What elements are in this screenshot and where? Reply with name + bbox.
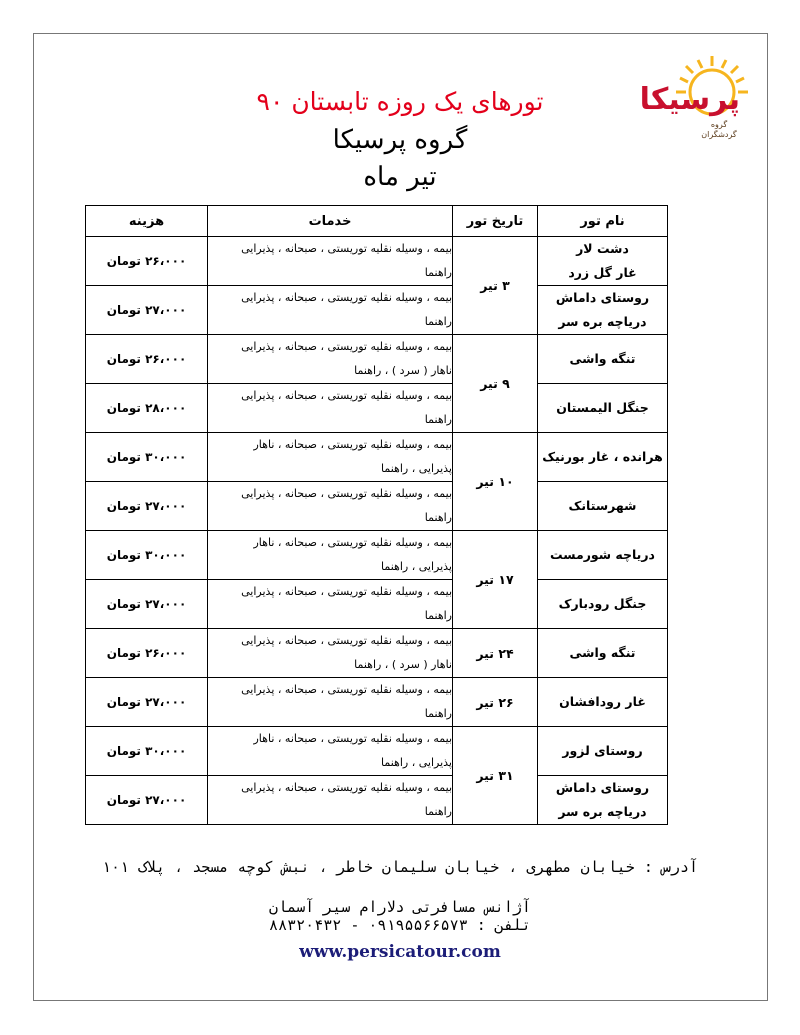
tour-date: ۱۷ تیر [453,531,538,629]
tour-price: ۲۷،۰۰۰ تومان [86,678,208,727]
tour-price: ۲۷،۰۰۰ تومان [86,286,208,335]
tour-services: راهنما [424,609,452,622]
tour-name: تنگه واشی [569,351,636,366]
tour-name: روستای داماش [555,780,650,795]
tour-date: ۹ تیر [453,335,538,433]
tour-services: راهنما [424,413,452,426]
tour-price: ۲۶،۰۰۰ تومان [86,629,208,678]
tour-date: ۳۱ تیر [453,727,538,825]
table-row [86,776,668,825]
page-title: تورهای یک روزه تابستان ۹۰ [256,87,544,116]
tour-services: راهنما [424,805,452,818]
tour-services-cell [208,580,453,629]
tour-name-cell [538,237,668,286]
tour-name: روستای لزور [562,743,643,758]
tour-name-cell [538,727,668,776]
tour-price: ۲۶،۰۰۰ تومان [86,237,208,286]
tour-services: بیمه ، وسیله نقلیه توریستی ، صبحانه ، پذیرایی [241,781,452,794]
tour-price: ۳۰،۰۰۰ تومان [86,433,208,482]
tour-services-cell [208,482,453,531]
tour-services-cell [208,678,453,727]
tour-services: راهنما [424,315,452,328]
tour-price: ۲۷،۰۰۰ تومان [86,482,208,531]
tour-services: بیمه ، وسیله نقلیه توریستی ، صبحانه ، پذیرایی [241,389,452,402]
tour-services: بیمه ، وسیله نقلیه توریستی ، صبحانه ، ناهار [253,732,452,745]
tour-price: ۲۸،۰۰۰ تومان [86,384,208,433]
table-row [86,286,668,335]
tour-name: غار رودافشان [559,694,646,709]
phone-line: تلفن : ۰۹۱۹۵۵۶۶۵۷۳ - ۸۸۳۲۰۴۳۲ [269,916,531,934]
tour-price: ۲۶،۰۰۰ تومان [86,335,208,384]
tour-name-cell [538,629,668,678]
tours-table [85,205,668,825]
agency-name: آژانس مسافرتی دلارام سیر آسمان [269,898,531,916]
table-row [86,237,668,286]
tour-name-cell [538,384,668,433]
tour-services: پذیرایی ، راهنما [381,756,452,769]
tour-date: ۲۶ تیر [453,678,538,727]
tour-name: دریاچه بره سر [558,314,647,329]
tour-services: بیمه ، وسیله نقلیه توریستی ، صبحانه ، ناهار [253,536,452,549]
tour-name: دشت لار [576,241,629,256]
logo-subtitle: گروه گردشگران [701,120,737,139]
tour-name-cell [538,286,668,335]
tour-services: راهنما [424,266,452,279]
table-row [86,580,668,629]
tour-price: ۲۷،۰۰۰ تومان [86,580,208,629]
tour-name-cell [538,678,668,727]
tour-services: بیمه ، وسیله نقلیه توریستی ، صبحانه ، پذیرایی [241,634,452,647]
month-title: تیر ماه [363,162,437,192]
tour-name-cell [538,433,668,482]
tour-date: ۳ تیر [453,237,538,335]
table-row [86,384,668,433]
table-row [86,531,668,580]
persica-logo [639,52,764,152]
tour-price: ۲۷،۰۰۰ تومان [86,776,208,825]
tour-services: بیمه ، وسیله نقلیه توریستی ، صبحانه ، پذیرایی [241,487,452,500]
tour-services: راهنما [424,707,452,720]
tour-name: جنگل رودبارک [558,596,647,611]
tour-services-cell [208,286,453,335]
table-row [86,433,668,482]
tour-name: شهرستانک [568,498,637,513]
tour-services-cell [208,433,453,482]
tour-services-cell [208,776,453,825]
tour-services: بیمه ، وسیله نقلیه توریستی ، صبحانه ، پذیرایی [241,683,452,696]
tour-services-cell [208,629,453,678]
tour-name-cell [538,335,668,384]
tour-services-cell [208,384,453,433]
header-price: هزینه [86,206,208,237]
header-name: نام تور [538,206,668,237]
table-row [86,335,668,384]
tour-name: تنگه واشی [569,645,636,660]
address-line: آدرس : خیابان مطهری ، خیابان سلیمان خاطر ، نبش کوچه مسجد ، پلاک ۱۰۱ [101,858,699,876]
tour-price: ۳۰،۰۰۰ تومان [86,531,208,580]
tour-services: پذیرایی ، راهنما [381,462,452,475]
tour-price: ۳۰،۰۰۰ تومان [86,727,208,776]
header-date: تاریخ تور [453,206,538,237]
logo-text: پرسیکا [639,82,740,117]
header-services: خدمات [208,206,453,237]
tour-services-cell [208,237,453,286]
table-row [86,482,668,531]
tour-services: بیمه ، وسیله نقلیه توریستی ، صبحانه ، پذیرایی [241,585,452,598]
tour-services: راهنما [424,511,452,524]
tour-name-cell [538,482,668,531]
tours-table-body [86,237,668,825]
group-name: گروه پرسیکا [332,125,468,155]
tour-name: جنگل الیمستان [556,400,649,415]
tour-services: بیمه ، وسیله نقلیه توریستی ، صبحانه ، پذیرایی [241,242,452,255]
tour-services-cell [208,727,453,776]
tour-services: ناهار ( سرد ) ، راهنما [354,364,452,377]
tour-services: بیمه ، وسیله نقلیه توریستی ، صبحانه ، پذیرایی [241,291,452,304]
tour-name: غار گل زرد [568,265,637,280]
tour-name: دریاچه شورمست [550,547,655,562]
tour-name-cell [538,580,668,629]
tour-services: بیمه ، وسیله نقلیه توریستی ، صبحانه ، ناهار [253,438,452,451]
tour-name: روستای داماش [555,290,650,305]
tour-services: بیمه ، وسیله نقلیه توریستی ، صبحانه ، پذیرایی [241,340,452,353]
table-row [86,727,668,776]
tour-services: ناهار ( سرد ) ، راهنما [354,658,452,671]
tour-name: دریاچه بره سر [558,804,647,819]
tour-date: ۱۰ تیر [453,433,538,531]
table-row [86,678,668,727]
tour-name-cell [538,776,668,825]
tour-date: ۲۴ تیر [453,629,538,678]
website-link[interactable]: www.persicatour.com [299,942,501,962]
tour-services-cell [208,531,453,580]
tour-name: هرانده ، غار بورنیک [542,449,663,464]
tour-name-cell [538,531,668,580]
table-row [86,629,668,678]
tour-services: پذیرایی ، راهنما [381,560,452,573]
tour-services-cell [208,335,453,384]
